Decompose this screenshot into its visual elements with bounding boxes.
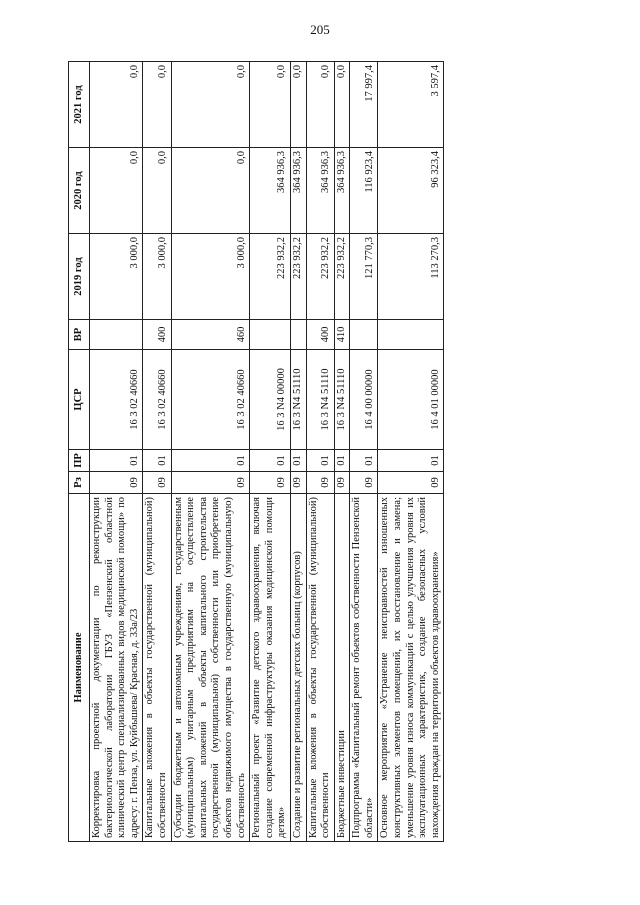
- cell-pr: 01: [143, 450, 171, 472]
- cell-csr: 16 3 02 40660: [90, 350, 143, 450]
- cell-name: Субсидии бюджетным и автономным учреждениям, государственным (муниципальным) унитарным предприятиям на осуществление капитальных вложений в объекты капитального строительства государственной (муниципальной) собственности или приобретение объектов недвижимого имущества в государственную (муниципальную) собственность: [171, 494, 250, 842]
- table-row: [290, 62, 306, 842]
- cell-2020: 0,0: [143, 148, 171, 234]
- cell-2021: 0,0: [306, 62, 334, 148]
- cell-name: Корректировка проектной документации по реконструкции бактериологической лаборатории ГБУЗ «Пензенский областной клинический центр специализированных видов медицинской помощи» по адресу: г. Пенза, ул. Куйбышева/ Красная, д. 33а/23: [90, 494, 143, 842]
- cell-pr: 01: [334, 450, 350, 472]
- cell-2020: 0,0: [171, 148, 250, 234]
- table-row: [250, 62, 291, 842]
- cell-csr: 16 4 01 00000: [378, 350, 444, 450]
- cell-rz: 09: [378, 472, 444, 494]
- cell-pr: 01: [350, 450, 378, 472]
- cell-2020: 116 923,4: [350, 148, 378, 234]
- table-row: [143, 62, 171, 842]
- table-row: [90, 62, 143, 842]
- cell-vr: 400: [306, 320, 334, 350]
- header-2021: 2021 год: [69, 62, 90, 148]
- cell-pr: 01: [171, 450, 250, 472]
- rotated-table-container: [68, 62, 630, 842]
- cell-name: Подпрограмма «Капитальный ремонт объектов собственности Пензенской области»: [350, 494, 378, 842]
- table-row: [334, 62, 350, 842]
- cell-2021: 0,0: [334, 62, 350, 148]
- cell-name: Создание и развитие региональных детских больниц (корпусов): [290, 494, 306, 842]
- cell-2021: 0,0: [143, 62, 171, 148]
- cell-name: Капитальные вложения в объекты государственной (муниципальной) собственности: [306, 494, 334, 842]
- cell-2019: 3 000,0: [171, 234, 250, 320]
- cell-2019: 223 932,2: [334, 234, 350, 320]
- cell-2020: 364 936,3: [290, 148, 306, 234]
- header-vr: ВР: [69, 320, 90, 350]
- cell-2020: 364 936,3: [250, 148, 291, 234]
- header-2020: 2020 год: [69, 148, 90, 234]
- cell-csr: 16 3 02 40660: [171, 350, 250, 450]
- cell-2019: 3 000,0: [143, 234, 171, 320]
- cell-2020: 0,0: [90, 148, 143, 234]
- cell-2021: 0,0: [250, 62, 291, 148]
- cell-csr: 16 4 00 00000: [350, 350, 378, 450]
- header-pr: ПР: [69, 450, 90, 472]
- cell-2021: 0,0: [290, 62, 306, 148]
- cell-name: Региональный проект «Развитие детского здравоохранения, включая создание современной инфраструктуры оказания медицинской помощи детям»: [250, 494, 291, 842]
- table-row: [171, 62, 250, 842]
- cell-name: Основное мероприятие «Устранение неисправностей изношенных конструктивных элементов помещений, их восстановление и замена; уменьшение уровня износа коммуникаций с целью улучшения уровня их эксплуатационных характеристик, создание безопасных условий нахождения граждан на территории объектов здравоохранения»: [378, 494, 444, 842]
- cell-vr: [378, 320, 444, 350]
- cell-vr: [250, 320, 291, 350]
- cell-rz: 09: [334, 472, 350, 494]
- cell-2019: 223 932,2: [306, 234, 334, 320]
- cell-vr: 460: [171, 320, 250, 350]
- cell-rz: 09: [306, 472, 334, 494]
- cell-rz: 09: [290, 472, 306, 494]
- table-header-row: [69, 62, 90, 842]
- cell-rz: 09: [90, 472, 143, 494]
- cell-2020: 364 936,3: [334, 148, 350, 234]
- cell-csr: 16 3 N4 00000: [250, 350, 291, 450]
- cell-2021: 17 997,4: [350, 62, 378, 148]
- table-row: [378, 62, 444, 842]
- table-frame: [68, 62, 630, 842]
- table-row: [306, 62, 334, 842]
- cell-rz: 09: [350, 472, 378, 494]
- cell-2020: 96 323,4: [378, 148, 444, 234]
- cell-vr: [90, 320, 143, 350]
- cell-2021: 3 597,4: [378, 62, 444, 148]
- header-2019: 2019 год: [69, 234, 90, 320]
- header-name: Наименование: [69, 494, 90, 842]
- table-row: [350, 62, 378, 842]
- cell-name: Капитальные вложения в объекты государственной (муниципальной) собственности: [143, 494, 171, 842]
- header-rz: Рз: [69, 472, 90, 494]
- cell-2020: 364 936,3: [306, 148, 334, 234]
- cell-2019: 3 000,0: [90, 234, 143, 320]
- cell-rz: 09: [143, 472, 171, 494]
- cell-rz: 09: [250, 472, 291, 494]
- cell-csr: 16 3 02 40660: [143, 350, 171, 450]
- cell-vr: 410: [334, 320, 350, 350]
- cell-pr: 01: [90, 450, 143, 472]
- cell-2019: 223 932,2: [250, 234, 291, 320]
- cell-vr: [350, 320, 378, 350]
- page-number: 205: [310, 22, 330, 37]
- cell-2019: 223 932,2: [290, 234, 306, 320]
- cell-pr: 01: [306, 450, 334, 472]
- cell-vr: 400: [143, 320, 171, 350]
- cell-csr: 16 3 N4 51110: [334, 350, 350, 450]
- cell-csr: 16 3 N4 51110: [290, 350, 306, 450]
- cell-2019: 113 270,3: [378, 234, 444, 320]
- cell-2021: 0,0: [171, 62, 250, 148]
- header-csr: ЦСР: [69, 350, 90, 450]
- cell-2021: 0,0: [90, 62, 143, 148]
- cell-pr: 01: [290, 450, 306, 472]
- cell-vr: [290, 320, 306, 350]
- cell-csr: 16 3 N4 51110: [306, 350, 334, 450]
- cell-pr: 01: [378, 450, 444, 472]
- cell-rz: 09: [171, 472, 250, 494]
- cell-2019: 121 770,3: [350, 234, 378, 320]
- budget-table: [68, 61, 444, 842]
- cell-name: Бюджетные инвестиции: [334, 494, 350, 842]
- cell-pr: 01: [250, 450, 291, 472]
